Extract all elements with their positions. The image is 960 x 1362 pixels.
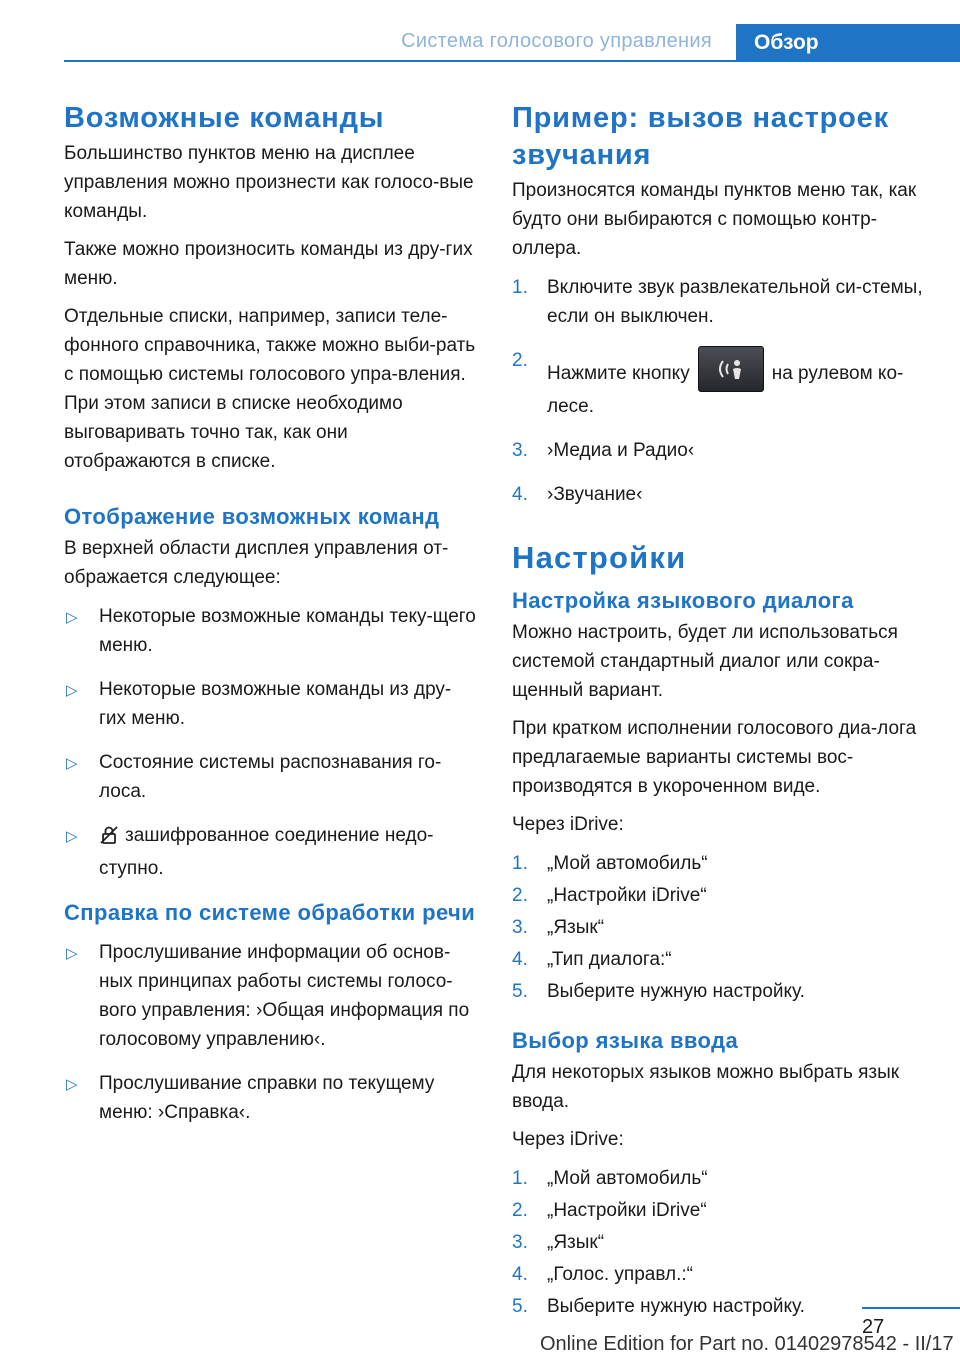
paragraph: Также можно произносить команды из дру-гих меню. xyxy=(64,239,473,289)
left-column xyxy=(64,100,476,1142)
paragraph: Для некоторых языков можно выбрать язык ввода. xyxy=(512,1062,900,1112)
subheading-display-commands: Отображение возможных команд xyxy=(64,504,440,529)
triangle-bullet-icon: ▷ xyxy=(66,1076,78,1093)
list-item: 4. „Голос. управл.:“ xyxy=(512,1264,693,1285)
footer-rule xyxy=(862,1307,960,1309)
list-item: ▷ Прослушивание справки по текущему меню: ›Справка‹. xyxy=(64,1069,476,1127)
list-item: ▷ зашифрованное соединение недо-ступно. xyxy=(64,821,476,883)
voice-command-button-icon xyxy=(698,346,764,392)
list-item: 4. ›Звучание‹ xyxy=(512,484,643,505)
list-item: 5. Выберите нужную настройку. xyxy=(512,981,805,1002)
bullet-list xyxy=(64,938,476,1127)
steps-list xyxy=(512,273,926,509)
triangle-bullet-icon: ▷ xyxy=(66,945,78,962)
header-tab: Обзор xyxy=(736,24,960,62)
heading-possible-commands: Возможные команды xyxy=(64,102,385,134)
list-item: 5. Выберите нужную настройку. xyxy=(512,1296,805,1317)
list-item: 1. „Мой автомобиль“ xyxy=(512,853,708,874)
list-item: ▷ Некоторые возможные команды теку-щего меню. xyxy=(64,602,476,660)
paragraph: При кратком исполнении голосового диа-лога предлагаемые варианты системы вос-производятся в укороченном виде. xyxy=(512,718,917,797)
list-item: 1. „Мой автомобиль“ xyxy=(512,1168,708,1189)
page-number: 27 xyxy=(862,1316,885,1338)
list-item: 1. Включите звук развлекательной си-стемы, если он выключен. xyxy=(512,277,923,327)
triangle-bullet-icon: ▷ xyxy=(66,682,78,699)
paragraph: Отдельные списки, например, записи теле-фонного справочника, также можно выби-рать с помощью системы голосового упра-вления. При этом записи в списке необходимо выговаривать точно так, как они отображаются в списке. xyxy=(64,306,476,472)
subheading-speech-help: Справка по системе обработки речи xyxy=(64,900,476,925)
header-rule xyxy=(64,60,960,62)
steps-list xyxy=(512,849,926,1006)
paragraph: Произносятся команды пунктов меню так, как будто они выбираются с помощью контр-оллера. xyxy=(512,180,917,259)
list-item: 2. „Настройки iDrive“ xyxy=(512,885,707,906)
paragraph: Большинство пунктов меню на дисплее управления можно произнести как голосо-вые команды. xyxy=(64,143,474,222)
steps-list xyxy=(512,1164,926,1321)
list-item: 3. ›Медиа и Радио‹ xyxy=(512,440,695,461)
list-item: ▷ Прослушивание информации об основ-ных принципах работы системы голосо-вого управления: ›Общая информация по голосовому управлению‹. xyxy=(64,938,476,1054)
subheading-input-language: Выбор языка ввода xyxy=(512,1028,739,1053)
paragraph: Через iDrive: xyxy=(512,1129,624,1150)
list-item: 3. „Язык“ xyxy=(512,1232,605,1253)
subheading-dialog-setting: Настройка языкового диалога xyxy=(512,588,854,613)
list-item: ▷ Состояние системы распознавания го-лоса. xyxy=(64,748,476,806)
footer-edition: Online Edition for Part no. 01402978542 - II/17 xyxy=(540,1333,954,1355)
triangle-bullet-icon: ▷ xyxy=(66,609,78,626)
triangle-bullet-icon: ▷ xyxy=(66,828,78,845)
paragraph: Через iDrive: xyxy=(512,814,624,835)
list-item: 2. Нажмите кнопку на рулевом ко-лесе. xyxy=(512,346,926,421)
list-item: 4. „Тип диалога:“ xyxy=(512,949,672,970)
paragraph: Можно настроить, будет ли использоваться системой стандартный диалог или сокра-щенный вариант. xyxy=(512,622,898,701)
heading-sound-example: Пример: вызов настроек звучания xyxy=(512,102,889,171)
bullet-list xyxy=(64,602,476,883)
paragraph: В верхней области дисплея управления от-ображается следующее: xyxy=(64,538,449,588)
triangle-bullet-icon: ▷ xyxy=(66,755,78,772)
list-item: ▷ Некоторые возможные команды из дру-гих меню. xyxy=(64,675,476,733)
list-item: 3. „Язык“ xyxy=(512,917,605,938)
heading-settings: Настройки xyxy=(512,540,687,575)
crossed-lock-icon xyxy=(99,825,119,854)
header-section-title: Система голосового управления xyxy=(401,30,712,52)
right-column xyxy=(512,100,926,1324)
list-item: 2. „Настройки iDrive“ xyxy=(512,1200,707,1221)
